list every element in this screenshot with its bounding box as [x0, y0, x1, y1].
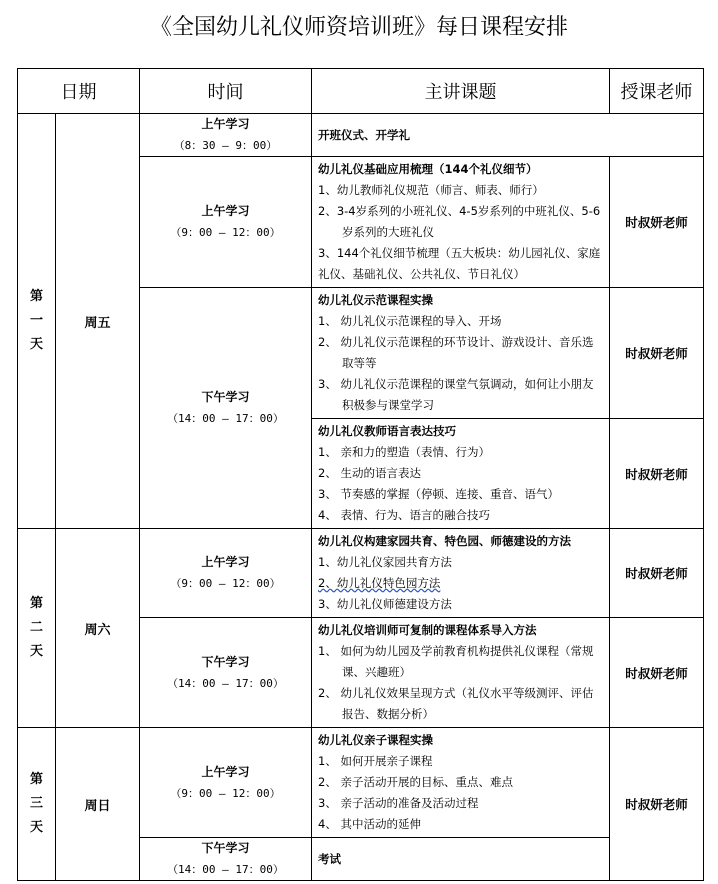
page-title: 《全国幼儿礼仪师资培训班》每日课程安排 [149, 15, 568, 40]
day-label-3: 第 三 天 [18, 728, 56, 881]
session-cell: 下午学习 （14：00 — 17：00） [140, 838, 312, 881]
teacher-cell: 时叔妍老师 [610, 618, 704, 728]
schedule-table [17, 68, 704, 881]
session-cell: 下午学习 （14：00 — 17：00） [140, 618, 312, 728]
topic-cell: 幼儿礼仪培训师可复制的课程体系导入方法 1、 如何为幼儿园及学前教育机构提供礼仪课程（常规课、兴趣班） 2、 幼儿礼仪效果呈现方式（礼仪水平等级测评、评估报告、数据分析） [312, 618, 610, 728]
session-cell: 下午学习 （14：00 — 17：00） [140, 288, 312, 529]
weekday-3: 周日 [56, 728, 140, 881]
weekday-2: 周六 [56, 529, 140, 728]
topic-cell: 幼儿礼仪示范课程实操 1、 幼儿礼仪示范课程的导入、开场 2、 幼儿礼仪示范课程的环节设计、游戏设计、音乐选取等等 3、 幼儿礼仪示范课程的课堂气氛调动，如何让小朋友积极参与课堂学习 [312, 288, 610, 419]
session-cell: 上午学习 （9：00 — 12：00） [140, 728, 312, 838]
table-row [18, 114, 704, 157]
day-label-1: 第 一 天 [18, 114, 56, 529]
teacher-cell: 时叔妍老师 [610, 529, 704, 618]
header-date: 日期 [18, 69, 140, 114]
teacher-cell: 时叔妍老师 [610, 419, 704, 529]
teacher-cell: 时叔妍老师 [610, 157, 704, 288]
topic-cell: 开班仪式、开学礼 [312, 114, 704, 157]
session-cell: 上午学习 （8：30 — 9：00） [140, 114, 312, 157]
topic-cell: 幼儿礼仪教师语言表达技巧 1、 亲和力的塑造（表情、行为） 2、 生动的语言表达 3、 节奏感的掌握（停顿、连接、重音、语气） 4、 表情、行为、语言的融合技巧 [312, 419, 610, 529]
session-cell: 上午学习 （9：00 — 12：00） [140, 157, 312, 288]
table-row [18, 529, 704, 618]
header-teacher: 授课老师 [610, 69, 704, 114]
teacher-cell: 时叔妍老师 [610, 728, 704, 881]
table-row [18, 728, 704, 838]
header-topic: 主讲课题 [312, 69, 610, 114]
topic-cell: 幼儿礼仪构建家园共育、特色园、师德建设的方法 1、幼儿礼仪家园共育方法 2、幼儿礼仪特色园方法 3、幼儿礼仪师德建设方法 [312, 529, 610, 618]
session-cell: 上午学习 （9：00 — 12：00） [140, 529, 312, 618]
day-label-2: 第 二 天 [18, 529, 56, 728]
topic-cell: 幼儿礼仪基础应用梳理（144个礼仪细节） 1、幼儿教师礼仪规范（师言、师表、师行） 2、3-4岁系列的小班礼仪、4-5岁系列的中班礼仪、5-6岁系列的大班礼仪 3、144个礼仪细节梳理（五大板块：幼儿园礼仪、家庭礼仪、基础礼仪、公共礼仪、节日礼仪） [312, 157, 610, 288]
teacher-cell: 时叔妍老师 [610, 288, 704, 419]
weekday-1: 周五 [56, 114, 140, 529]
topic-cell: 幼儿礼仪亲子课程实操 1、 如何开展亲子课程 2、 亲子活动开展的目标、重点、难点 3、 亲子活动的准备及活动过程 4、 其中活动的延伸 [312, 728, 610, 838]
header-time: 时间 [140, 69, 312, 114]
topic-cell: 考试 [312, 838, 610, 881]
header-row [18, 69, 704, 114]
